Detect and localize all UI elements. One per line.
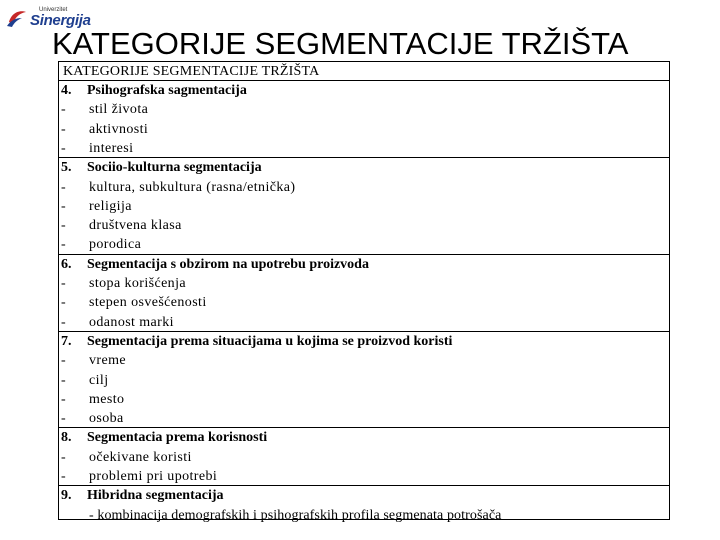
list-item-text: stil života (89, 102, 149, 118)
list-item-text: kultura, subkultura (rasna/etnička) (89, 179, 296, 195)
list-dash: - (61, 449, 66, 465)
list-item (59, 409, 669, 428)
list-dash: - (61, 295, 66, 311)
list-item-text: mesto (89, 391, 125, 407)
section-header (59, 80, 669, 100)
section-header (59, 254, 669, 274)
list-item (59, 313, 669, 332)
list-item (59, 100, 669, 119)
list-item-text: cilj (89, 372, 109, 388)
list-dash: - (61, 391, 66, 407)
list-item-text: stepen osvešćenosti (89, 295, 207, 311)
list-item (59, 351, 669, 370)
logo-mark-icon (6, 8, 28, 28)
list-item-text: interesi (89, 140, 134, 156)
list-item (59, 274, 669, 293)
list-item-text: porodica (89, 237, 142, 253)
list-dash: - (61, 121, 66, 137)
list-dash: - (61, 179, 66, 195)
section-heading: Segmentacija s obzirom na upotrebu proizvoda (87, 256, 369, 272)
section-number: 4. (61, 83, 72, 98)
hybrid-description-row (59, 506, 669, 525)
section-header (59, 427, 669, 447)
content-box (58, 61, 670, 523)
logo-university-text: Univerzitet (39, 7, 68, 13)
page-title: KATEGORIJE SEGMENTACIJE TRŽIŠTA (52, 26, 629, 61)
list-dash: - (61, 372, 66, 388)
list-item (59, 120, 669, 139)
box-title: KATEGORIJE SEGMENTACIJE TRŽIŠTA (63, 64, 320, 79)
list-item-text: očekivane koristi (89, 449, 192, 465)
section-number: 6. (61, 256, 72, 272)
section-heading: Segmentacija prema situacijama u kojima se proizvod koristi (87, 333, 453, 349)
list-item-text: odanost marki (89, 314, 174, 330)
list-dash: - (61, 140, 66, 156)
list-item (59, 139, 669, 158)
list-item-text: vreme (89, 353, 126, 369)
hybrid-description: - kombinacija demografskih i psihografskih profila segmenata potrošača (89, 507, 502, 523)
section-heading: Sociio-kulturna segmentacija (87, 160, 262, 176)
section-number: 7. (61, 333, 72, 349)
section-header (59, 157, 669, 177)
list-dash: - (61, 102, 66, 118)
section-heading: Psihografska sagmentacija (87, 83, 247, 98)
list-dash: - (61, 237, 66, 253)
logo-name-text: Sinergija (30, 12, 91, 29)
section-header (59, 485, 669, 505)
list-item (59, 293, 669, 312)
list-item-text: problemi pri upotrebi (89, 469, 218, 484)
list-dash: - (61, 411, 66, 427)
list-item (59, 448, 669, 467)
section-header (59, 331, 669, 351)
section-number: 8. (61, 430, 72, 446)
list-item (59, 371, 669, 390)
list-dash: - (61, 314, 66, 330)
section-number: 5. (61, 160, 72, 176)
section-number: 9. (61, 488, 72, 504)
section-heading: Segmentacia prema korisnosti (87, 430, 268, 446)
list-item (59, 216, 669, 235)
list-item (59, 178, 669, 197)
list-item (59, 235, 669, 254)
list-dash: - (61, 198, 66, 214)
list-item-text: stopa korišćenja (89, 276, 186, 291)
list-item-text: društvena klasa (89, 218, 182, 234)
list-item (59, 390, 669, 409)
list-item-text: religija (89, 198, 132, 214)
box-title-row (59, 62, 669, 81)
list-dash: - (61, 218, 66, 234)
list-dash: - (61, 276, 66, 291)
list-item (59, 197, 669, 216)
list-item (59, 467, 669, 486)
list-item-text: osoba (89, 411, 124, 427)
section-heading: Hibridna segmentacija (87, 488, 224, 504)
list-dash: - (61, 469, 66, 484)
list-dash: - (61, 353, 66, 369)
list-item-text: aktivnosti (89, 121, 149, 137)
